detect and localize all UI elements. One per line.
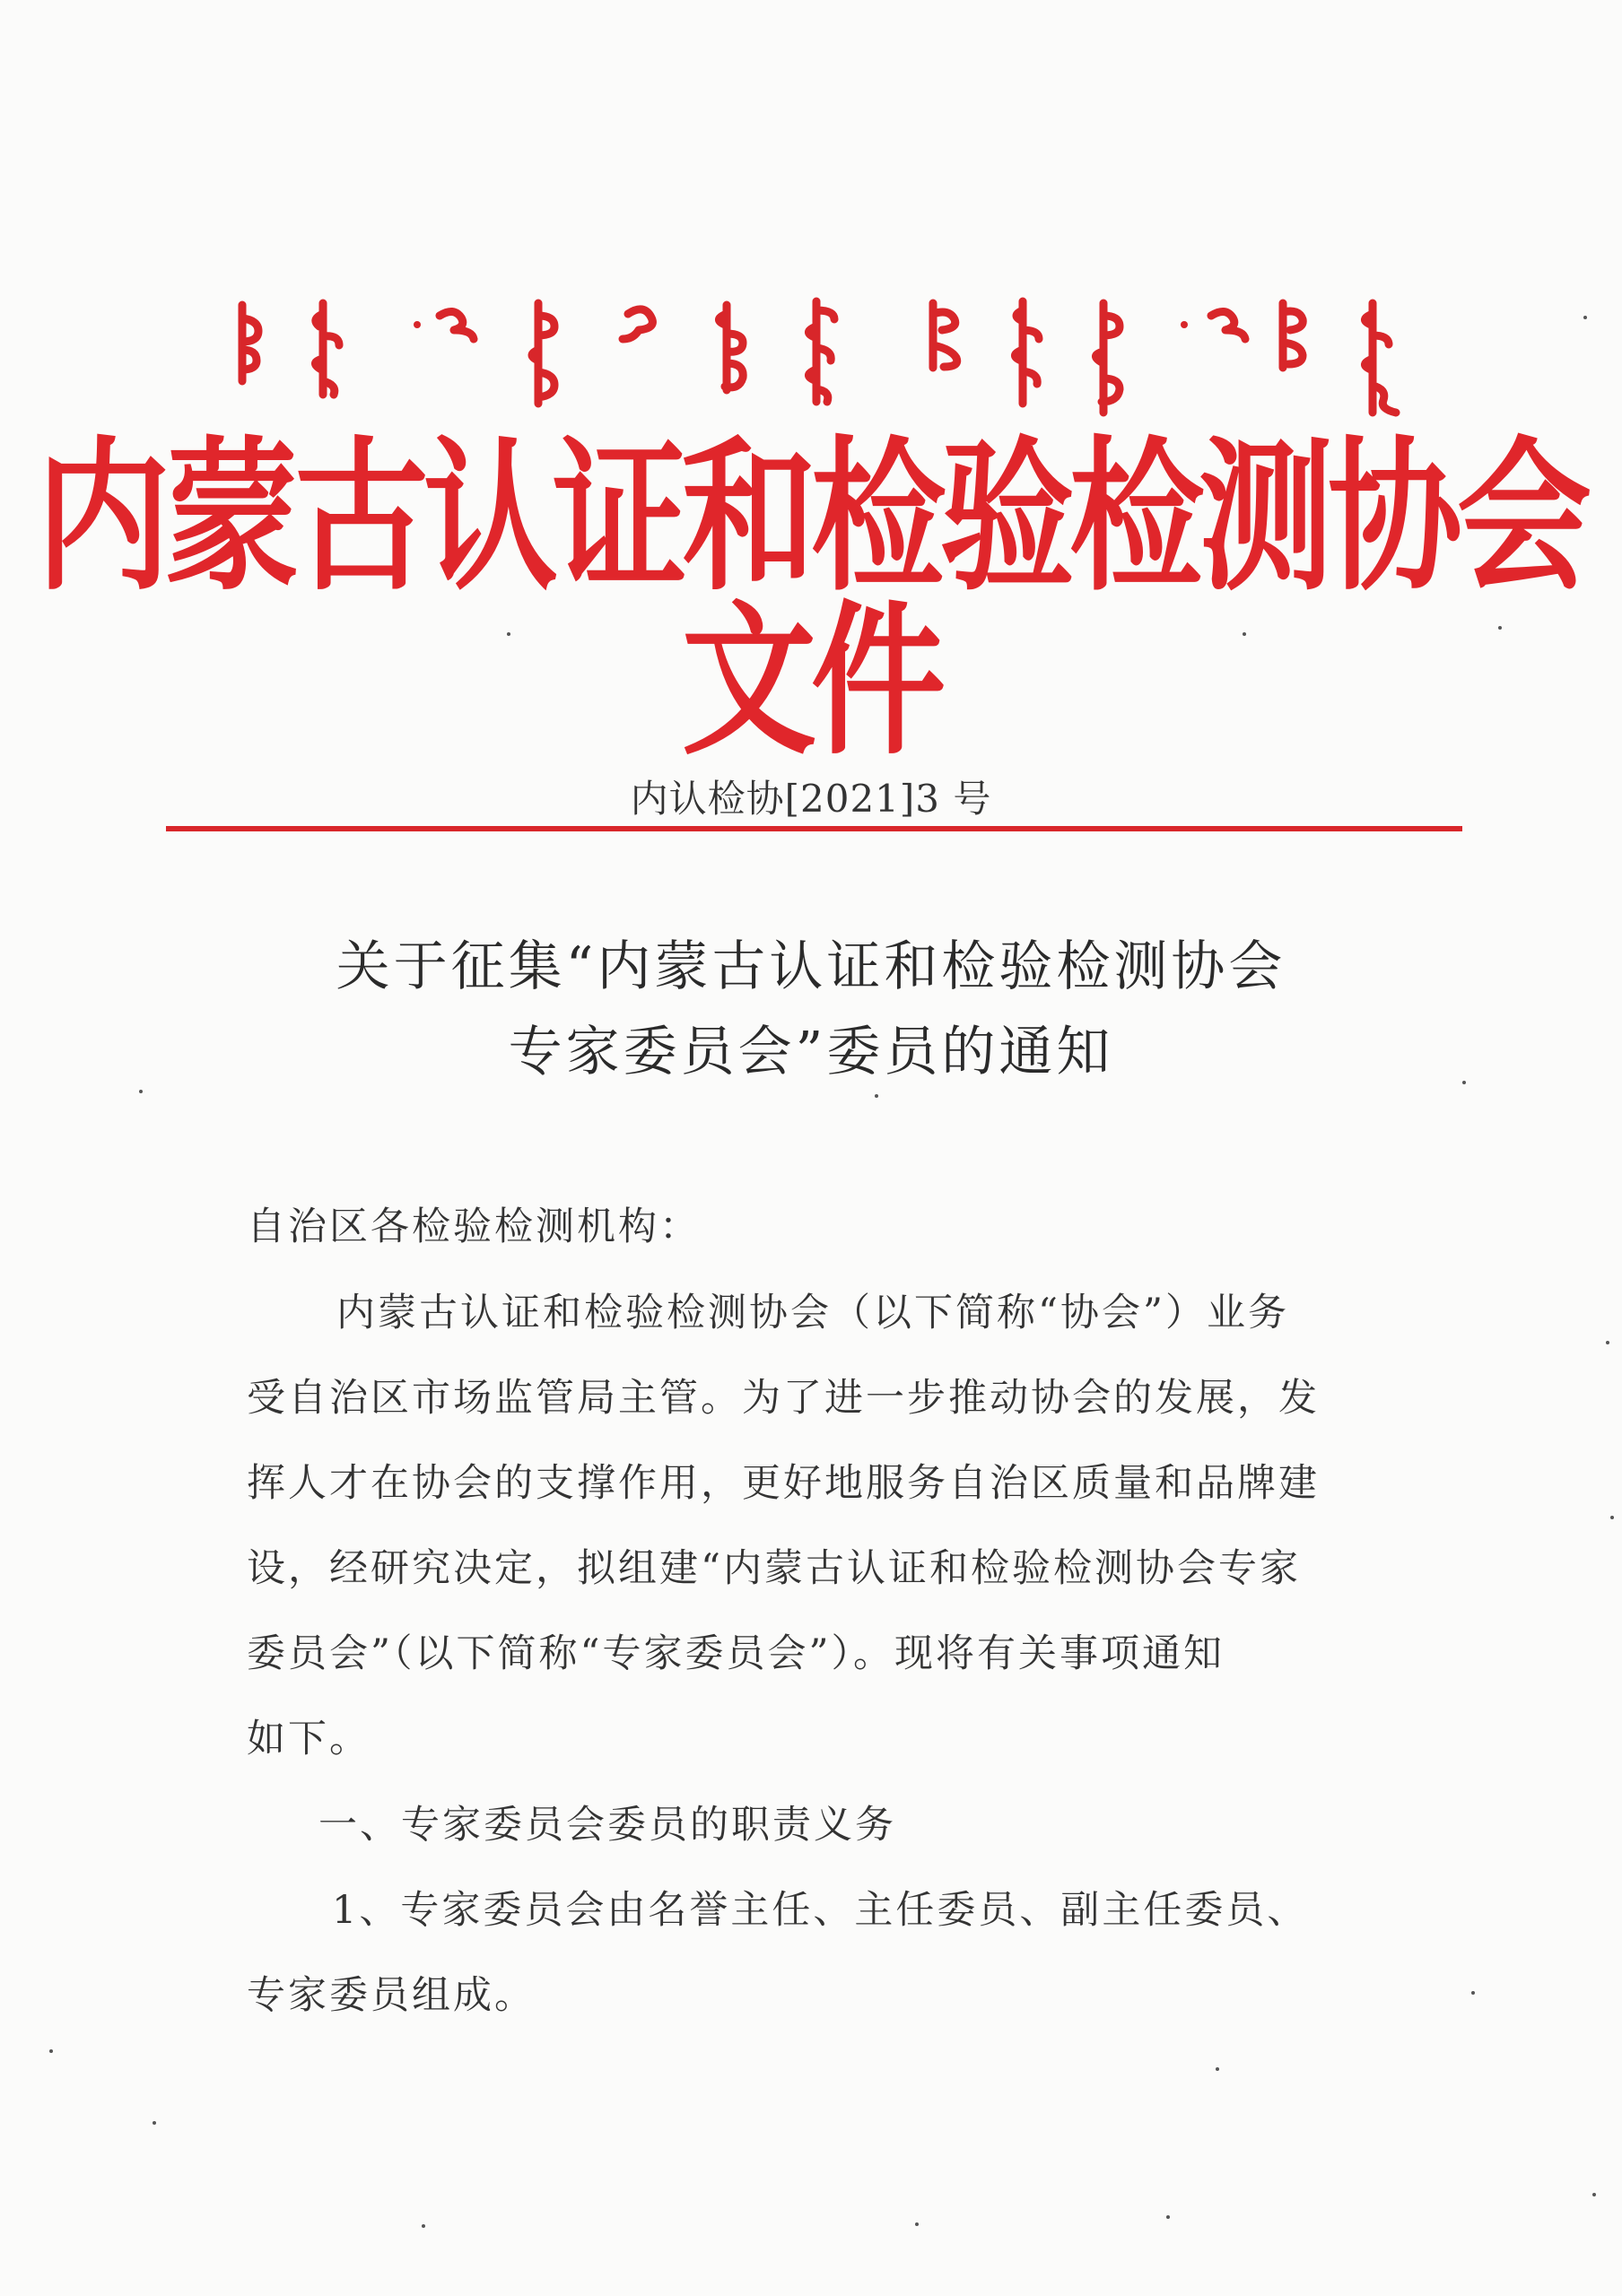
notice-title-line-2: 专家委员会”委员的通知	[508, 1021, 1114, 1083]
section-heading: 一、专家委员会委员的职责义务	[318, 1803, 896, 1848]
red-divider-line	[166, 826, 1462, 831]
scan-speck	[49, 2049, 53, 2053]
list-item-line: 1、专家委员会由名誉主任、主任委员、副主任委员、	[332, 1888, 1309, 1933]
paragraph-line: 如下。	[247, 1717, 371, 1761]
scan-speck	[139, 1090, 143, 1093]
scan-speck	[915, 2222, 919, 2226]
scan-speck	[1498, 626, 1502, 630]
scan-speck	[1243, 632, 1246, 636]
scan-speck	[1471, 1991, 1475, 1995]
scan-speck	[1216, 2067, 1219, 2071]
document-issuer-title: 内蒙古认证和检验检测协会文件	[35, 421, 1586, 778]
paragraph-line: 设，经研究决定，拟组建“内蒙古认证和检验检测协会专家	[247, 1546, 1301, 1591]
scan-speck	[1166, 2215, 1170, 2219]
scan-speck	[1610, 1516, 1614, 1519]
mongolian-script-header	[224, 296, 1426, 422]
paragraph-line: 内蒙古认证和检验检测协会（以下简称“协会”）业务	[336, 1291, 1289, 1335]
notice-title-line-1: 关于征集“内蒙古认证和检验检测协会	[336, 935, 1286, 998]
scan-speck	[1462, 1081, 1466, 1084]
scan-speck	[1606, 1341, 1609, 1344]
document-number: 内认检协[2021]3 号	[630, 777, 992, 821]
scan-speck	[1583, 316, 1587, 319]
scan-speck	[153, 2121, 156, 2125]
scan-speck	[1592, 2193, 1596, 2196]
scan-speck	[507, 632, 510, 636]
salutation: 自治区各检验检测机构：	[247, 1205, 701, 1249]
paragraph-line: 委员会”（以下简称“专家委员会”）。现将有关事项通知	[247, 1631, 1225, 1676]
scan-speck	[875, 1094, 878, 1098]
list-item-line: 专家委员组成。	[247, 1973, 536, 2018]
scan-speck	[422, 2224, 425, 2228]
paragraph-line: 挥人才在协会的支撑作用，更好地服务自治区质量和品牌建	[247, 1461, 1320, 1506]
paragraph-line: 受自治区市场监管局主管。为了进一步推动协会的发展，发	[247, 1376, 1320, 1421]
